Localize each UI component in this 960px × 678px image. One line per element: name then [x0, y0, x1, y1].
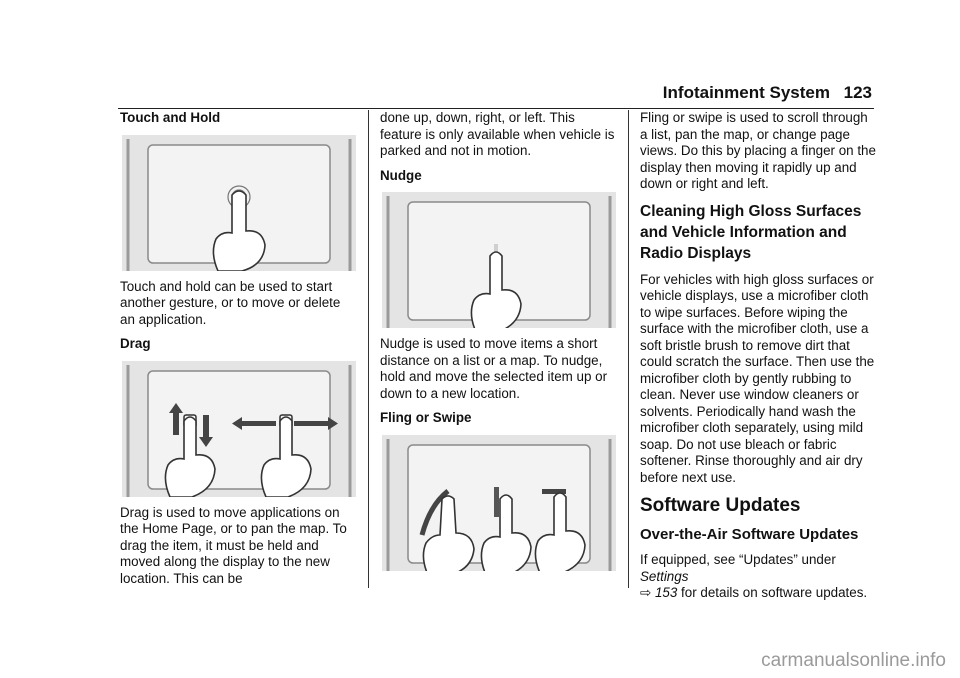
touch-hold-label: Touch and Hold — [120, 110, 221, 125]
nudge-illustration-svg — [382, 192, 616, 328]
finger-icon — [423, 493, 585, 571]
software-updates-heading: Software Updates — [640, 495, 801, 516]
page-ref-link[interactable]: 153 — [654, 585, 678, 600]
drag-continued-text: done up, down, right, or left. This feature is only available when vehicle is parked and not in motion. — [380, 110, 615, 158]
settings-link[interactable]: Settings — [640, 568, 689, 584]
drag-text: Drag is used to move applications on the Home Page, or to pan the map. To drag the item, it must be held and moved along the display to the new location. This can be — [120, 504, 347, 586]
fling-illustration — [382, 435, 616, 571]
column-1 — [120, 110, 356, 595]
ota-heading: Over-the-Air Software Updates — [640, 526, 859, 543]
page-number: 123 — [843, 83, 872, 102]
fling-illustration-svg — [382, 435, 616, 571]
drag-illustration — [122, 361, 356, 497]
column-divider — [628, 110, 629, 588]
cleaning-text: For vehicles with high gloss surfaces or vehicle displays, use a microfiber cloth to wipe surfaces. Before wiping the surface with the microfiber cloth, use a soft bristle brush to remove dirt that could scratch the surface. Then use the microfiber cloth by gently rubbing to clean. Never use window cleaners or solvents. Periodically hand wash the microfiber cloth separately, using mild soap. Do not use bleach or fabric softener. Rinse thoroughly and air dry before next use. — [640, 271, 875, 485]
fling-text: Fling or swipe is used to scroll through a list, pan the map, or change page views. Do this by placing a finger on the display then moving it rapidly up and down or right and left. — [640, 110, 876, 191]
column-divider — [368, 110, 369, 588]
page-header — [0, 83, 960, 113]
nudge-illustration — [382, 192, 616, 328]
header-title: Infotainment System — [662, 83, 830, 102]
drag-illustration-svg — [122, 361, 356, 497]
touch-hold-text: Touch and hold can be used to start another gesture, or to move or delete an application. — [120, 278, 341, 327]
column-2 — [380, 110, 616, 579]
touch-hold-illustration — [122, 135, 356, 271]
nudge-label: Nudge — [380, 167, 422, 183]
ota-text-pre: If equipped, see “Updates” under — [640, 552, 836, 567]
ota-text — [640, 552, 876, 602]
column-3 — [640, 110, 876, 610]
page-ref-icon: ⇨ — [640, 585, 652, 600]
fling-label: Fling or Swipe — [380, 410, 472, 425]
cleaning-heading: Cleaning High Gloss Surfaces and Vehicle Information and Radio Displays — [640, 202, 862, 262]
watermark: carmanualsonline.info — [761, 650, 946, 671]
nudge-text: Nudge is used to move items a short distance on a list or a map. To nudge, hold and move the selected item up or down to a new location. — [380, 336, 608, 401]
drag-label: Drag — [120, 336, 151, 351]
touch-hold-illustration-svg — [122, 135, 356, 271]
ota-text-post: for details on software updates. — [677, 585, 868, 600]
header-rule — [118, 108, 874, 109]
